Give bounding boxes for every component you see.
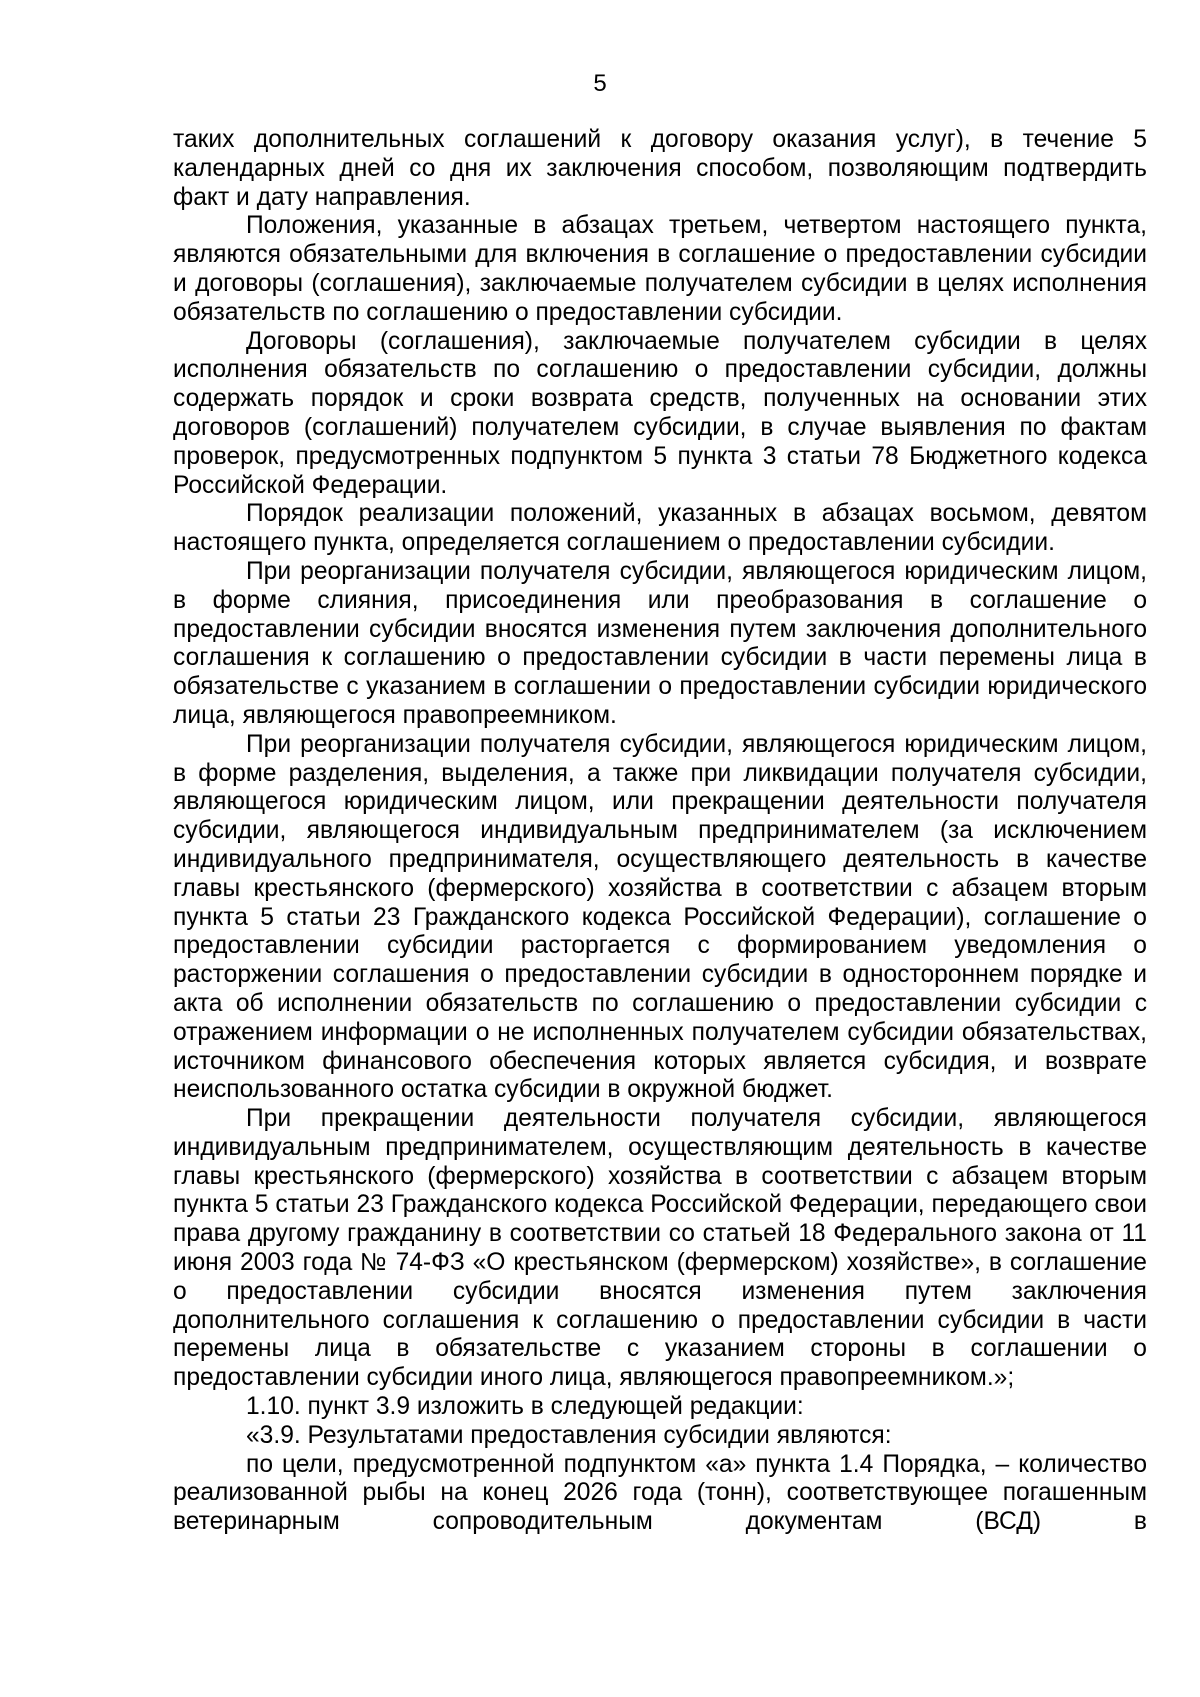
paragraph: Порядок реализации положений, указанных в абзацах восьмом, девятом настоящего пункта, определяется соглашением о предоставлении субсидии. (173, 500, 1147, 557)
paragraph: 1.10. пункт 3.9 изложить в следующей редакции: (246, 1393, 804, 1421)
paragraph: При реорганизации получателя субсидии, являющегося юридическим лицом, в форме слияния, присоединения или преобразования в соглашение о предоставлении субсидии вносятся изменения путем заключения дополнительного соглашения к соглашению о предоставлении субсидии в части перемены лица в обязательстве с указанием в соглашении о предоставлении субсидии юридического лица, являющегося правопреемником. (173, 557, 1147, 729)
paragraph: «3.9. Результатами предоставления субсидии являются: (246, 1421, 892, 1449)
paragraph: При реорганизации получателя субсидии, являющегося юридическим лицом, в форме разделения, выделения, а также при ликвидации получателя субсидии, являющегося юридическим лицом, или прекращении деятельности получателя субсидии, являющегося индивидуальным предпринимателем (за исключением индивидуального предпринимателя, осуществляющего деятельность в качестве главы крестьянского (фермерского) хозяйства в соответствии с абзацем вторым пункта 5 статьи 23 Гражданского кодекса Российской Федерации), соглашение о предоставлении субсидии расторгается с формированием уведомления о расторжении соглашения о предоставлении субсидии в одностороннем порядке и акта об исполнении обязательств по соглашению о предоставлении субсидии с отражением информации о не исполненных получателем субсидии обязательствах, источником финансового обеспечения которых является субсидия, и возврате неиспользованного остатка субсидии в окружной бюджет. (173, 730, 1147, 1104)
paragraph: При прекращении деятельности получателя субсидии, являющегося индивидуальным предпринимателем, осуществляющим деятельность в качестве главы крестьянского (фермерского) хозяйства в соответствии с абзацем вторым пункта 5 статьи 23 Гражданского кодекса Российской Федерации, передающего свои права другому гражданину в соответствии со статьей 18 Федерального закона от 11 июня 2003 года № 74-ФЗ «О крестьянском (фермерском) хозяйстве», в соглашение о предоставлении субсидии вносятся изменения путем заключения дополнительного соглашения к соглашению о предоставлении субсидии в части перемены лица в обязательстве с указанием стороны в соглашении о предоставлении субсидии иного лица, являющегося правопреемником.»; (173, 1105, 1147, 1392)
paragraph: Положения, указанные в абзацах третьем, четвертом настоящего пункта, являются обязательными для включения в соглашение о предоставлении субсидии и договоры (соглашения), заключаемые получателем субсидии в целях исполнения обязательств по соглашению о предоставлении субсидии. (173, 212, 1147, 326)
paragraph: по цели, предусмотренной подпунктом «а» пункта 1.4 Порядка, – количество реализованной рыбы на конец 2026 года (тонн), соответствующее погашенным ветеринарным сопроводительным документам (ВСД) в (173, 1450, 1147, 1536)
page-number: 5 (593, 70, 607, 97)
paragraph: таких дополнительных соглашений к договору оказания услуг), в течение 5 календарных дней со дня их заключения способом, позволяющим подтвердить факт и дату направления. (173, 126, 1147, 211)
paragraph: Договоры (соглашения), заключаемые получателем субсидии в целях исполнения обязательств по соглашению о предоставлении субсидии, должны содержать порядок и сроки возврата средств, полученных на основании этих договоров (соглашений) получателем субсидии, в случае выявления по фактам проверок, предусмотренных подпунктом 5 пункта 3 статьи 78 Бюджетного кодекса Российской Федерации. (173, 327, 1147, 499)
document-body (173, 126, 1147, 1537)
